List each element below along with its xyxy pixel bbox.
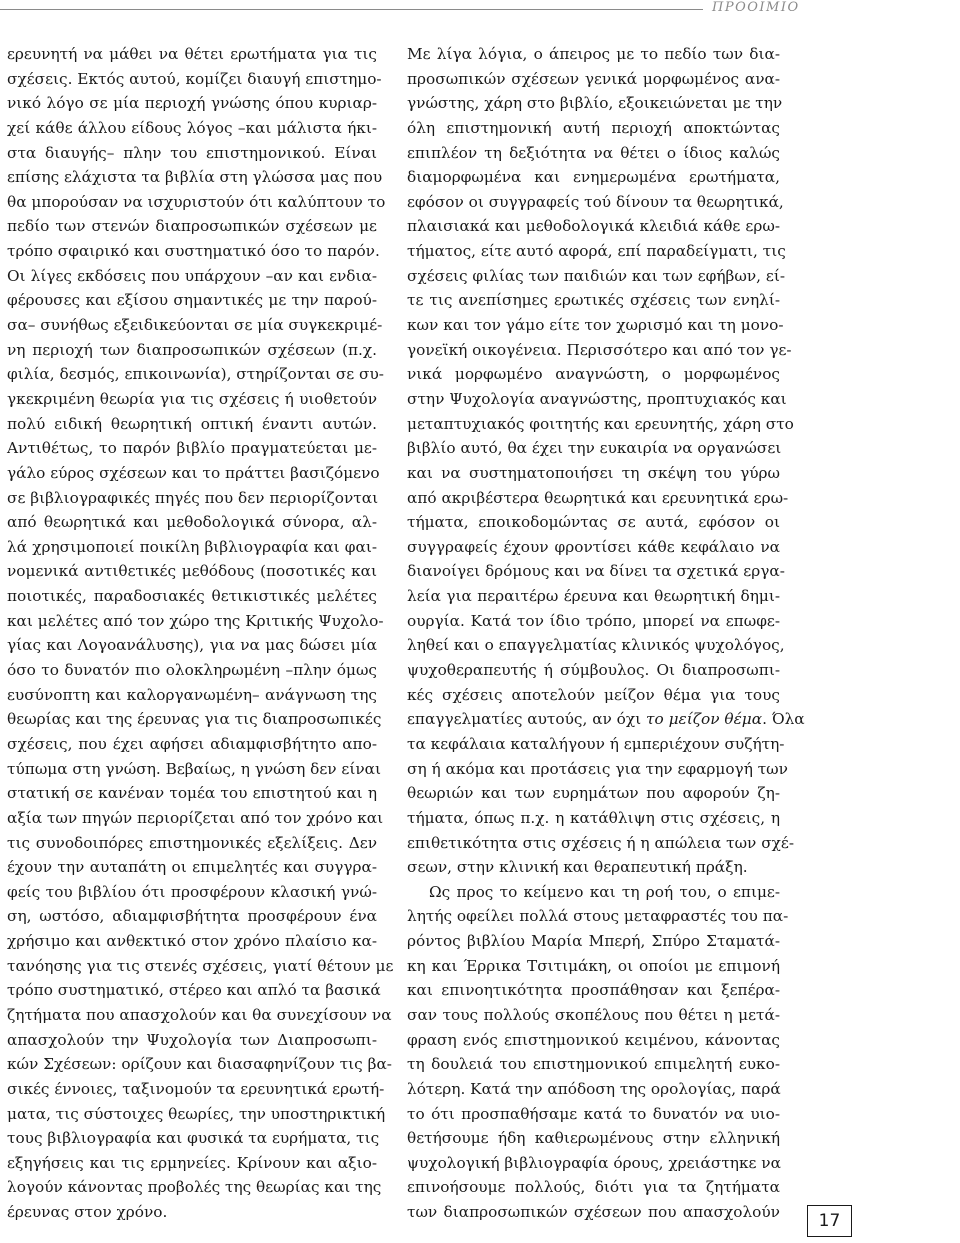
page-number-text: 17 xyxy=(818,1211,841,1231)
text-line: Αντιθέτως, το παρόν βιβλίο πραγματεύεται με- xyxy=(7,439,377,458)
text-line: στα διαυγής– πλην του επιστημονικού. Είναι xyxy=(7,143,377,162)
text-line: Με λίγα λόγια, ο άπειρος με το πεδίο των δια- xyxy=(407,45,780,63)
text-line: σχέσεις, που έχει αφήσει αδιαμφισβήτητο απο- xyxy=(7,734,377,753)
text-line: σε βιβλιογραφικές πηγές που δεν περιορίζονται xyxy=(7,488,379,507)
text-line: ση ή ακόμα και προτάσεις για την εφαρμογή των xyxy=(407,759,788,778)
text-line: συγγραφείς έχουν φροντίσει κάθε κεφάλαιο να xyxy=(407,537,780,556)
text-line: τρόπο σφαιρικό και συστηματικό όσο το παρόν. xyxy=(7,242,380,261)
text-line: και επινοητικότητα προσπάθησαν και ξεπέρα- xyxy=(407,981,780,1000)
emphasis-text: το μείζον θέμα xyxy=(646,710,763,729)
text-line: από θεωρητικά και μεθοδολογικά σύνορα, αλ- xyxy=(7,513,377,532)
text-line: λεία για περαιτέρω έρευνα και θεωρητική δημι- xyxy=(407,587,780,606)
text-line: κές σχέσεις αποτελούν μείζον θέμα για τους xyxy=(407,685,780,704)
text-line: τε τις ανεπίσημες ερωτικές σχέσεις των ενηλί- xyxy=(407,291,780,310)
text-line: μεταπτυχιακός φοιτητής και ερευνητής, χάρη στο xyxy=(407,414,794,433)
text-span: επαγγελματίες αυτούς, αν όχι xyxy=(407,710,642,729)
text-line: ψυχοθεραπευτής ή σύμβουλος. Οι διαπροσωπι- xyxy=(407,661,780,680)
text-line: νικό λόγο σε μία περιοχή γνώσης όπου κυριαρ- xyxy=(7,94,377,113)
text-line: διανοίγει δρόμους και να δίνει τα σχετικά εργα- xyxy=(407,562,785,581)
text-line: όσο το δυνατόν πιο ολοκληρωμένη –πλην όμως xyxy=(7,661,377,680)
text-line: θεωριών και των ευρημάτων που αφορούν ζη- xyxy=(407,784,780,803)
text-line: επιπλέον τη δεξιότητα να θέτει ο ίδιος καλώς xyxy=(407,143,780,162)
text-line: έχουν την αυταπάτη οι επιμελητές και συγγρα- xyxy=(7,858,377,877)
text-line: ληθεί και ο επαγγελματίας κλινικός ψυχολόγος, xyxy=(407,636,785,655)
text-line: το ότι προσπαθήσαμε κατά το δυνατόν να υιο- xyxy=(407,1104,780,1123)
text-line: Ως προς το κείμενο και τη ροή του, ο επιμε- xyxy=(429,882,780,901)
text-line: έρευνας στον χρόνο. xyxy=(7,1203,168,1222)
text-line: τους βιβλιογραφία και φυσικά τα ευρήματα, τις xyxy=(7,1129,380,1148)
text-line: και να συστηματοποιήσει τη σκέψη του γύρω xyxy=(407,463,780,482)
text-line: γνώστης, χάρη στο βιβλίο, εξοικειώνεται με την xyxy=(407,94,783,113)
text-line: κων και τον γάμο είτε τον χωρισμό και τη μονο- xyxy=(407,316,784,335)
text-line: και μελέτες από τον χώρο της Κριτικής Ψυχολο- xyxy=(7,611,384,630)
text-line: διαμορφωμένα και ενημερωμένα ερωτήματα, xyxy=(407,168,780,187)
text-line: στην Ψυχολογία αναγνώστης, προπτυχιακός και xyxy=(407,389,787,408)
text-line: λότερη. Κατά την απόδοση της ορολογίας, παρά xyxy=(407,1079,781,1098)
right-column xyxy=(407,42,805,1225)
text-line: γκεκριμένη θεωρία για τις σχέσεις ή υιοθετούν xyxy=(7,389,377,408)
text-line: ερευνητή να μάθει να θέτει ερωτήματα για τις xyxy=(7,45,377,63)
text-line: νομενικά αντιθετικές μεθόδους (ποσοτικές και xyxy=(7,562,377,581)
text-line: σχέσεις φιλίας των παιδιών και των εφήβων, εί- xyxy=(407,266,785,285)
text-line: ουργία. Κατά τον ίδιο τρόπο, μπορεί να επωφε- xyxy=(407,611,780,630)
text-line: προσωπικών σχέσεων γενικά μορφωμένος ανα- xyxy=(407,69,780,88)
text-line: λογούν κάνοντας προβολές της θεωρίας και της xyxy=(7,1178,382,1197)
page-number xyxy=(807,1205,852,1237)
text-line: ση, ωστόσο, αδιαμφισβήτητα προσφέρουν ένα xyxy=(7,907,377,926)
text-line: τη δουλειά του επιστημονικού επιμελητή ευκο- xyxy=(407,1055,780,1074)
text-line: λητής οφείλει πολλά στους μεταφραστές του πα- xyxy=(407,907,789,926)
text-line: σα– συνήθως εξειδικεύονται σε μία συγκεκριμέ- xyxy=(7,316,383,335)
left-column xyxy=(7,42,394,1225)
text-line: εξηγήσεις και τις ερμηνείες. Κρίνουν και αξιο- xyxy=(7,1153,377,1172)
text-line: σαν τους πολλούς σκοπέλους που θέτει η μετά- xyxy=(407,1005,780,1024)
text-line: απασχολούν την Ψυχολογία των Διαπροσωπι- xyxy=(7,1030,377,1049)
text-line: των διαπροσωπικών σχέσεων που απασχολούν xyxy=(407,1203,780,1222)
text-line: επίσης ελάχιστα τα βιβλία στη γλώσσα μας που xyxy=(7,168,383,187)
text-line: θα μπορούσαν να ισχυριστούν ότι καλύπτουν το xyxy=(7,192,386,211)
text-line: ματα, τις σύστοιχες θεωρίες, την υποστηρικτική xyxy=(7,1104,386,1123)
text-span: . Όλα xyxy=(762,710,805,729)
text-line: τις συνοδοιπόρες επιστημονικές εξελίξεις. Δεν xyxy=(7,833,377,852)
text-line: στατική σε κανέναν τομέα του επιστητού και η xyxy=(7,784,377,803)
text-line: τήματα, όπως π.χ. η κατάθλιψη στις σχέσεις, η xyxy=(407,808,780,827)
text-line: θετήσουμε ήδη καθιερωμένους στην ελληνική xyxy=(407,1129,780,1148)
text-line xyxy=(407,707,805,732)
text-line: φέρουσες και εξίσου σημαντικές με την παρού- xyxy=(7,291,377,310)
text-line: βιβλίο αυτό, θα έχει την ευκαιρία να οργανώσει xyxy=(407,439,782,458)
text-line: τρόπο συστηματικό, στέρεο και απλό τα βασικά xyxy=(7,981,381,1000)
text-line: όλη επιστημονική αυτή περιοχή αποκτώντας xyxy=(407,118,780,137)
text-line: γάλο εύρος σχέσεων και το πράττει βασιζόμενο xyxy=(7,463,380,482)
text-line: χρήσιμο και ανθεκτικό στον χρόνο πλαίσιο κα- xyxy=(7,932,377,951)
text-line: τήματα, εποικοδομώντας σε αυτά, εφόσον οι xyxy=(407,513,780,532)
text-line: τανόησης για τις στενές σχέσεις, γιατί θέτουν με xyxy=(7,956,394,975)
header-rule xyxy=(0,9,703,10)
text-line: ψυχολογική βιβλιογραφία όρους, χρειάστηκε να xyxy=(407,1153,781,1172)
text-line: λά χρησιμοποιεί ποικίλη βιβλιογραφία και φαι- xyxy=(7,537,377,556)
text-line: τήματος, είτε αυτό αφορά, επί παραδείγματι, τις xyxy=(407,242,786,261)
text-line: σχέσεις. Εκτός αυτού, κομίζει διαυγή επιστημο- xyxy=(7,69,382,88)
text-line: χεί κάθε άλλου είδους λόγος –και μάλιστα ήκι- xyxy=(7,118,377,137)
text-line: κών Σχέσεων: ορίζουν και διασαφηνίζουν τις βα- xyxy=(7,1055,392,1074)
text-line: επινοήσουμε πολλούς, διότι για τα ζητήματα xyxy=(407,1178,780,1197)
text-line: γίας και Λογοανάλυσης), για να μας δώσει μία xyxy=(7,636,377,655)
text-line: πολύ ειδική θεωρητική οπτική έναντι αυτών. xyxy=(7,414,377,433)
text-line: ρόντος βιβλίου Μαρία Μπερή, Σπύρο Σταματά- xyxy=(407,932,780,951)
text-line: φείς του βιβλίου ότι προσφέρουν κλασική γνώ- xyxy=(7,882,377,901)
text-line: γονεϊκή οικογένεια. Περισσότερο και από τον γε- xyxy=(407,340,792,359)
text-line: νη περιοχή των διαπροσωπικών σχέσεων (π.χ. xyxy=(7,340,377,359)
running-header: ΠΡΟΟΙΜΙΟ xyxy=(712,0,800,15)
text-line: τύπωμα στη γνώση. Βεβαίως, η γνώση δεν είναι xyxy=(7,759,381,778)
text-line: θεωρίας και της έρευνας για τις διαπροσωπικές xyxy=(7,710,382,729)
text-line: κη και Έρρικα Τσιτιμάκη, οι οποίοι με επιμονή xyxy=(407,956,780,975)
text-line: αξία των πηγών περιορίζεται από τον χρόνο και xyxy=(7,808,384,827)
text-line: από ακριβέστερα θεωρητικά και ερευνητικά ερω- xyxy=(407,488,789,507)
text-line: πλαισιακά και μεθοδολογικά κλειδιά κάθε ερω- xyxy=(407,217,780,236)
text-line: ζητήματα που απασχολούν και θα συνεχίσουν να xyxy=(7,1005,392,1024)
text-line: νικά μορφωμένο αναγνώστη, ο μορφωμένος xyxy=(407,365,780,384)
text-line: φιλία, δεσμός, επικοινωνία), στηρίζονται σε συ- xyxy=(7,365,384,384)
text-line: πεδίο των στενών διαπροσωπικών σχέσεων με xyxy=(7,217,377,236)
text-line: σεων, στην κλινική και θεραπευτική πράξη. xyxy=(407,858,748,877)
text-line: ποιοτικές, παραδοσιακές θετικιστικές μελέτες xyxy=(7,587,377,606)
text-line: ευσύνοπτη και καλοργανωμένη– ανάγνωση της xyxy=(7,685,377,704)
text-line: εφόσον οι συγγραφείς τού δίνουν τα θεωρητικά, xyxy=(407,192,784,211)
text-line: Οι λίγες εκδόσεις που υπάρχουν –αν και ενδια- xyxy=(7,266,377,285)
text-line: σικές έννοιες, ταξινομούν τα ερευνητικά ερωτή- xyxy=(7,1079,385,1098)
text-line: τα κεφάλαια καταλήγουν ή εμπεριέχουν συζήτη- xyxy=(407,734,785,753)
text-line: φραση ενός επιστημονικού κειμένου, κάνοντας xyxy=(407,1030,780,1049)
text-line: επιθετικότητα στις σχέσεις ή η απώλεια των σχέ- xyxy=(407,833,795,852)
